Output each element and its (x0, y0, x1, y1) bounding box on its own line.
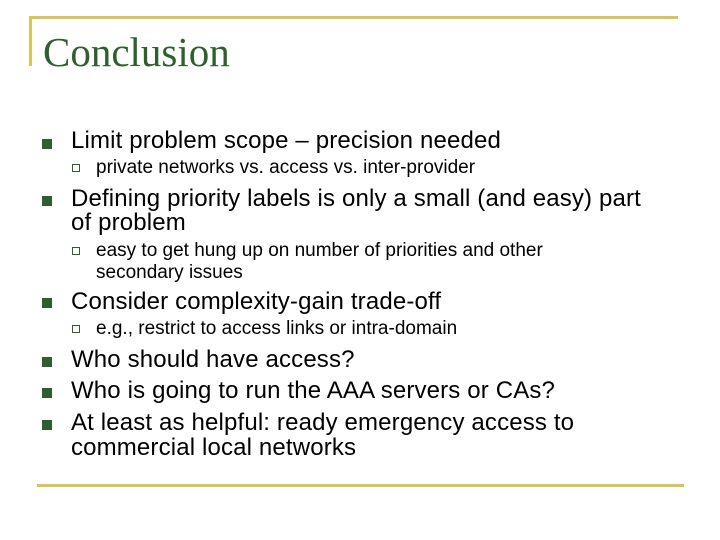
bullet-5-text: Who is going to run the AAA servers or CAs? (71, 377, 556, 404)
bullet-4-text: Who should have access? (71, 346, 355, 373)
bullet-1-sub-1: private networks vs. access vs. inter-provider (96, 157, 476, 178)
square-bullet-icon (42, 139, 52, 149)
frame-left-line (29, 16, 32, 66)
hollow-square-bullet-icon (72, 247, 80, 255)
slide-title: Conclusion (43, 29, 230, 75)
bullet-3-text: Consider complexity-gain trade-off (71, 288, 442, 315)
hollow-square-bullet-icon (72, 325, 80, 333)
bullet-1-text: Limit problem scope – precision needed (71, 127, 501, 154)
frame-top-line (29, 16, 678, 19)
square-bullet-icon (42, 420, 52, 430)
bullet-2-sub-line-2: secondary issues (96, 262, 243, 283)
square-bullet-icon (42, 388, 52, 398)
bullet-2-text-line-2: of problem (71, 209, 186, 236)
bottom-divider (37, 484, 684, 487)
bullet-3-sub-1: e.g., restrict to access links or intra-domain (96, 318, 458, 339)
square-bullet-icon (42, 357, 52, 367)
hollow-square-bullet-icon (72, 164, 80, 172)
bullet-2-sub-line-1: easy to get hung up on number of priorities and other (96, 240, 543, 261)
square-bullet-icon (42, 298, 52, 308)
bullet-6-text-line-1: At least as helpful: ready emergency access to (71, 409, 575, 436)
bullet-6-text-line-2: commercial local networks (71, 434, 357, 461)
square-bullet-icon (42, 196, 52, 206)
bullet-2-text-line-1: Defining priority labels is only a small (and easy) part (71, 185, 641, 212)
